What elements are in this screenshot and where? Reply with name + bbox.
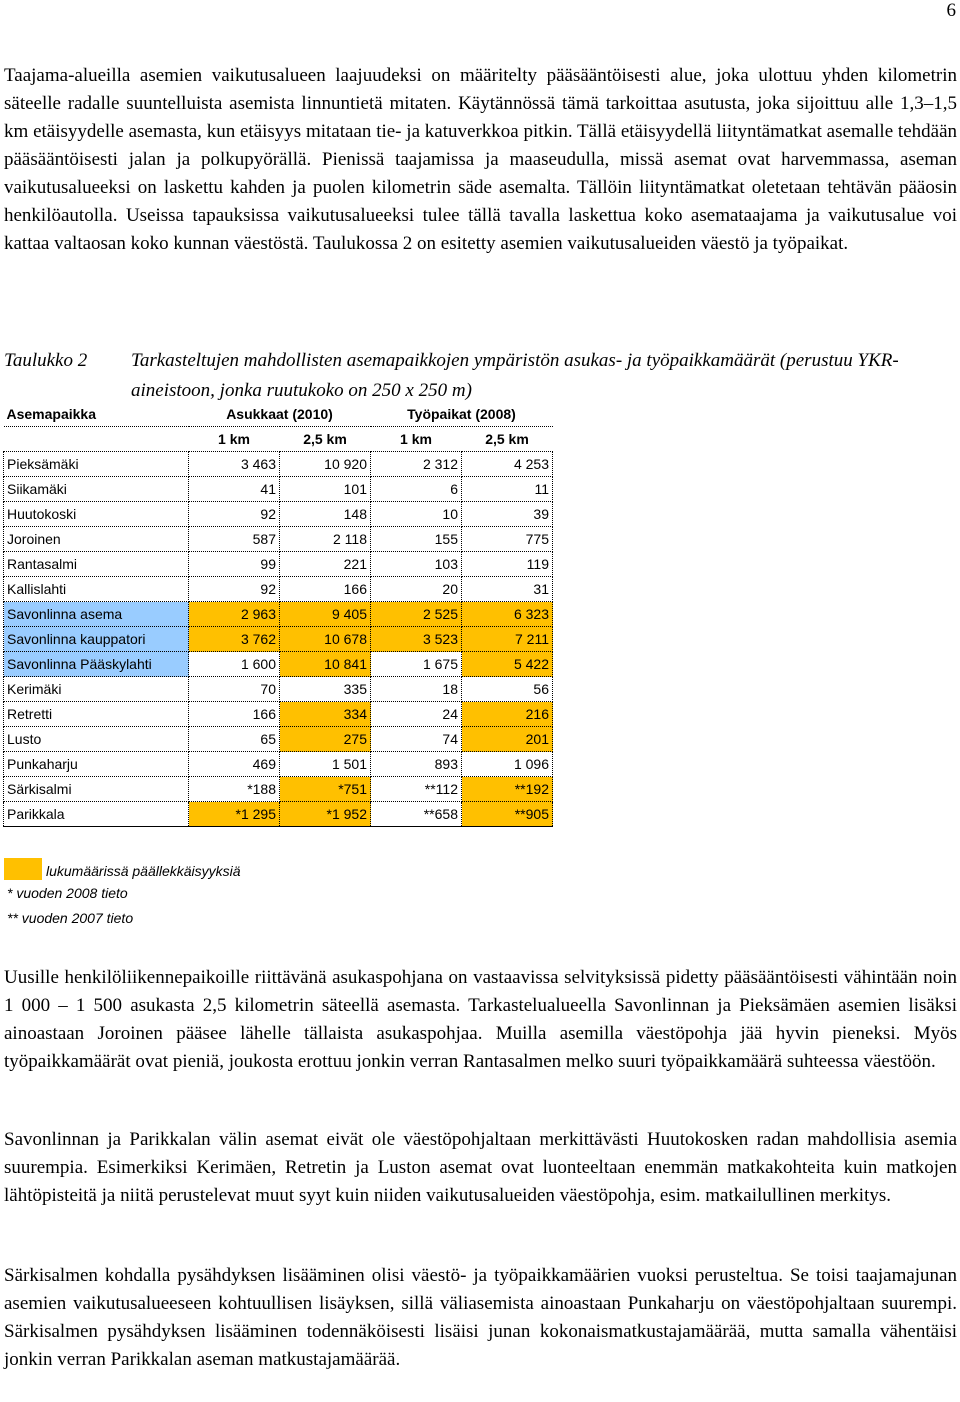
value-cell: 2 525 <box>371 602 462 627</box>
value-cell: **658 <box>371 802 462 827</box>
station-name-cell: Rantasalmi <box>4 552 189 577</box>
value-cell: 41 <box>189 477 280 502</box>
value-cell: 99 <box>189 552 280 577</box>
value-cell: *1 295 <box>189 802 280 827</box>
table-row <box>4 502 553 527</box>
value-cell: 155 <box>371 527 462 552</box>
value-cell: 166 <box>280 577 371 602</box>
legend-note-2007: ** vuoden 2007 tieto <box>7 910 134 926</box>
station-name-cell: Retretti <box>4 702 189 727</box>
legend-overlap-text: lukumäärissä päällekkäisyyksiä <box>46 863 241 879</box>
value-cell: 893 <box>371 752 462 777</box>
value-cell: 10 920 <box>280 452 371 477</box>
station-name-cell: Joroinen <box>4 527 189 552</box>
value-cell: 10 678 <box>280 627 371 652</box>
value-cell: 1 096 <box>462 752 553 777</box>
station-name-cell: Kerimäki <box>4 677 189 702</box>
value-cell: 201 <box>462 727 553 752</box>
value-cell: **905 <box>462 802 553 827</box>
value-cell: 1 600 <box>189 652 280 677</box>
value-cell: 92 <box>189 502 280 527</box>
value-cell: 2 118 <box>280 527 371 552</box>
value-cell: 24 <box>371 702 462 727</box>
value-cell: 56 <box>462 677 553 702</box>
table-row <box>4 477 553 502</box>
table-subheader-row <box>4 427 553 452</box>
legend-overlap <box>4 856 241 881</box>
value-cell: 92 <box>189 577 280 602</box>
subheader-empty <box>4 427 189 452</box>
station-name-cell: Kallislahti <box>4 577 189 602</box>
station-table <box>3 402 553 827</box>
table-row <box>4 802 553 827</box>
value-cell: 10 841 <box>280 652 371 677</box>
table-row <box>4 677 553 702</box>
value-cell: 6 <box>371 477 462 502</box>
value-cell: 101 <box>280 477 371 502</box>
table-row <box>4 602 553 627</box>
header-station: Asemapaikka <box>4 402 189 427</box>
legend-overlap-swatch <box>4 858 42 880</box>
value-cell: 103 <box>371 552 462 577</box>
table-row <box>4 652 553 677</box>
table-legend <box>4 856 241 931</box>
value-cell: **192 <box>462 777 553 802</box>
page-number: 6 <box>946 0 956 21</box>
value-cell: 335 <box>280 677 371 702</box>
value-cell: 3 523 <box>371 627 462 652</box>
value-cell: 587 <box>189 527 280 552</box>
table-header-row <box>4 402 553 427</box>
value-cell: 216 <box>462 702 553 727</box>
value-cell: 11 <box>462 477 553 502</box>
value-cell: 4 253 <box>462 452 553 477</box>
value-cell: *1 952 <box>280 802 371 827</box>
table-row <box>4 727 553 752</box>
value-cell: 9 405 <box>280 602 371 627</box>
value-cell: 3 463 <box>189 452 280 477</box>
station-name-cell: Parikkala <box>4 802 189 827</box>
station-name-cell: Savonlinna asema <box>4 602 189 627</box>
table-caption-text: Tarkasteltujen mahdollisten asemapaikkojen ympäristön asukas- ja työpaikkamäärät (perustuu YKR-aineistoon, jonka ruutukoko on 250 x 250 m) <box>131 350 899 401</box>
header-jobs: Työpaikat (2008) <box>371 402 553 427</box>
value-cell: 148 <box>280 502 371 527</box>
value-cell: 2 963 <box>189 602 280 627</box>
value-cell: 1 675 <box>371 652 462 677</box>
table-row <box>4 702 553 727</box>
station-name-cell: Särkisalmi <box>4 777 189 802</box>
value-cell: *188 <box>189 777 280 802</box>
value-cell: 10 <box>371 502 462 527</box>
paragraph-population-base: Uusille henkilöliikennepaikoille riittävänä asukaspohjana on vastaavissa selvityksissä pidetty pääsääntöisesti vähintään noin 1 000 – 1 500 asukasta 2,5 kilometrin säteellä asemasta. Tarkastelualueella Savonlinnan ja Pieksämäen asemien lisäksi ainoastaan Joroinen pääsee lähelle tällaista asukaspohjaa. Muilla asemilla väestöpohja jää hyvin pieneksi. Myös työpaikkamäärät ovat pieniä, joukosta erottuu jonkin verran Rantasalmen melko suuri työpaikkamäärä suhteessa väestöön. <box>4 967 957 1072</box>
value-cell: 469 <box>189 752 280 777</box>
table-row <box>4 452 553 477</box>
value-cell: 6 323 <box>462 602 553 627</box>
value-cell: 166 <box>189 702 280 727</box>
value-cell: 31 <box>462 577 553 602</box>
value-cell: 20 <box>371 577 462 602</box>
value-cell: **112 <box>371 777 462 802</box>
value-cell: 70 <box>189 677 280 702</box>
value-cell: 2 312 <box>371 452 462 477</box>
value-cell: 3 762 <box>189 627 280 652</box>
table-row <box>4 552 553 577</box>
station-name-cell: Savonlinna kauppatori <box>4 627 189 652</box>
station-name-cell: Pieksämäki <box>4 452 189 477</box>
value-cell: 18 <box>371 677 462 702</box>
station-name-cell: Lusto <box>4 727 189 752</box>
value-cell: 221 <box>280 552 371 577</box>
table-row <box>4 752 553 777</box>
value-cell: 775 <box>462 527 553 552</box>
value-cell: 1 501 <box>280 752 371 777</box>
value-cell: 119 <box>462 552 553 577</box>
paragraph-sarkisalmi: Särkisalmen kohdalla pysähdyksen lisääminen olisi väestö- ja työpaikkamäärien vuoksi perusteltua. Se toisi taajamajunan asemien vaikutusalueeseen kohtuullisen lisäyksen, sillä väliasemista ainoastaan Punkaharju on väestöpohjaltaan suurempi. Särkisalmen pysähdyksen lisääminen todennäköisesti lisäisi junan kokonaismatkustajamäärää, mutta samalla vähentäisi jonkin verran Parikkalan aseman matkustajamäärää. <box>4 1265 957 1370</box>
subheader-res-1km: 1 km <box>189 427 280 452</box>
table-caption-label: Taulukko 2 <box>4 350 88 371</box>
value-cell: 74 <box>371 727 462 752</box>
station-name-cell: Huutokoski <box>4 502 189 527</box>
legend-note-2008: * vuoden 2008 tieto <box>7 885 128 901</box>
value-cell: 334 <box>280 702 371 727</box>
table-row <box>4 777 553 802</box>
intro-paragraph: Taajama-alueilla asemien vaikutusalueen laajuudeksi on määritelty pääsääntöisesti alue, joka ulottuu yhden kilometrin säteelle radalle suuntelluista asemista linnuntietä mitaten. Käytännössä tämä tarkoittaa asutusta, joka sijoittuu alle 1,3–1,5 km etäisyydelle asemasta, kun etäisyys mitataan tie- ja katuverkkoa pitkin. Tällä etäisyydellä liityntämatkat asemalle tehdään pääsääntöisesti jalan ja polkupyörällä. Pienissä taajamissa ja maaseudulla, missä asemat ovat harvemmassa, aseman vaikutusalueeksi on laskettu kahden ja puolen kilometrin säde asemalta. Tällöin liityntämatkat oletetaan tehtävän pääosin henkilöautolla. Useissa tapauksissa vaikutusalueeksi tulee tällä tavalla laskettua koko asemataajama ja vaikutusalue voi kattaa valtaosan koko kunnan väestöstä. Taulukossa 2 on esitetty asemien vaikutusalueiden väestö ja työpaikat. <box>4 65 957 254</box>
subheader-jobs-25km: 2,5 km <box>462 427 553 452</box>
table-row <box>4 577 553 602</box>
value-cell: 275 <box>280 727 371 752</box>
station-name-cell: Punkaharju <box>4 752 189 777</box>
value-cell: *751 <box>280 777 371 802</box>
station-name-cell: Siikamäki <box>4 477 189 502</box>
header-residents: Asukkaat (2010) <box>189 402 371 427</box>
station-name-cell: Savonlinna Pääskylahti <box>4 652 189 677</box>
value-cell: 5 422 <box>462 652 553 677</box>
subheader-jobs-1km: 1 km <box>371 427 462 452</box>
paragraph-savonlinna-parikkala: Savonlinnan ja Parikkalan välin asemat eivät ole väestöpohjaltaan merkittävästi Huutokosken radan mahdollisia asemia suurempia. Esimerkiksi Kerimäen, Retretin ja Luston asemat ovat luonteeltaan enemmän matkakohteita kuin matkojen lähtöpisteitä ja niitä perustelevat muut syyt kuin niiden vaikutusalueiden väestöpohja, esim. matkailullinen merkitys. <box>4 1129 957 1206</box>
value-cell: 65 <box>189 727 280 752</box>
subheader-res-25km: 2,5 km <box>280 427 371 452</box>
table-row <box>4 627 553 652</box>
value-cell: 39 <box>462 502 553 527</box>
value-cell: 7 211 <box>462 627 553 652</box>
table-row <box>4 527 553 552</box>
